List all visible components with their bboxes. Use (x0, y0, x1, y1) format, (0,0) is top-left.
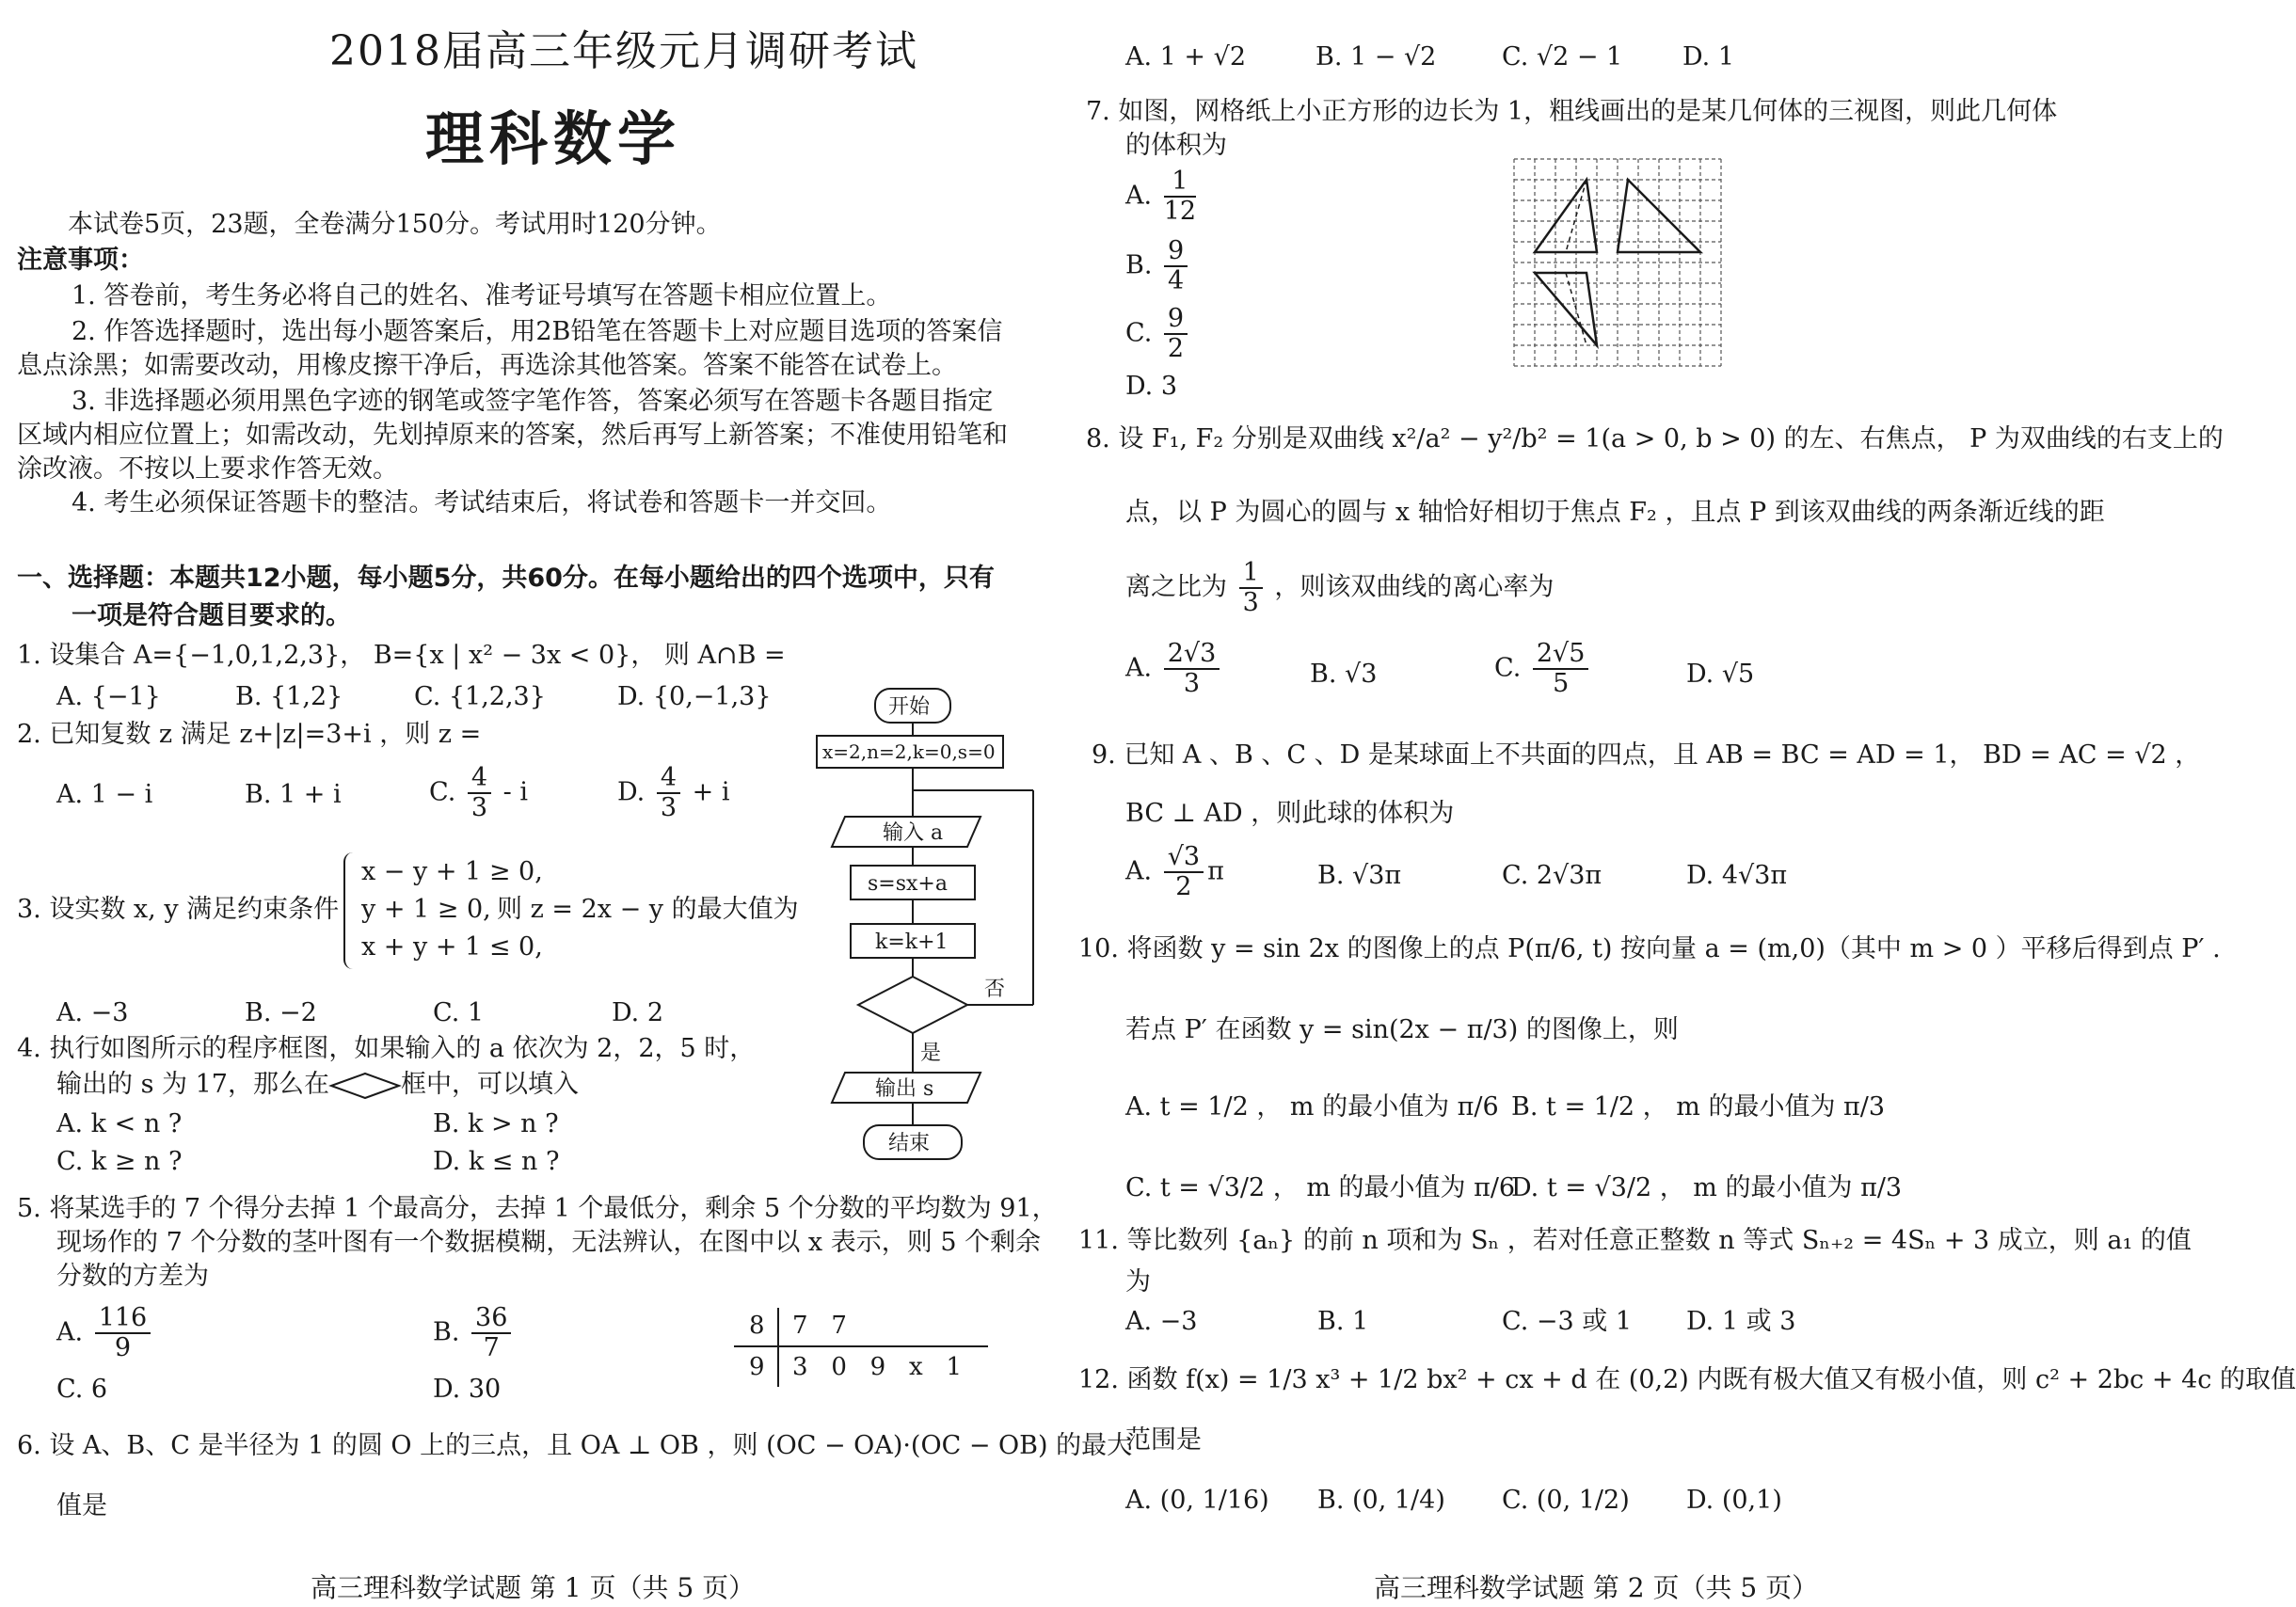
section-heading-cont: 一项是符合题目要求的。 (72, 601, 351, 630)
q10-option-d: D. t = √3/2 ， m 的最小值为 π/3 (1511, 1173, 1903, 1202)
q9-option-d: D. 4√3π (1686, 861, 1788, 890)
note-line: 3. 非选择题必须用黑色字迹的钢笔或签字笔作答，答案必须写在答题卡各题目指定 (72, 387, 994, 416)
q11-option-a: A. −3 (1125, 1307, 1198, 1336)
q2-option-b: B. 1 + i (245, 780, 342, 809)
q1-stem: 1. 设集合 A={−1,0,1,2,3}， B={x | x² − 3x < 0}， 则 A∩B = (17, 641, 786, 670)
q2-stem: 2. 已知复数 z 满足 z+|z|=3+i ，则 z = (17, 720, 482, 749)
q6-option-d: D. 1 (1682, 42, 1735, 72)
q6-stem-line1: 6. 设 A、B、C 是半径为 1 的圆 O 上的三点，且 OA ⊥ OB ，则 (OC − OA)·(OC − OB) 的最大 (17, 1431, 1133, 1460)
q8-option-c: C. $\frac{2√5}{5}$ (1494, 640, 1592, 698)
q3-option-d: D. 2 (612, 998, 664, 1027)
q7-stem-line2: 的体积为 (1125, 131, 1227, 160)
top-view-shape (1535, 273, 1597, 345)
intro-text: 本试卷5页，23题，全卷满分150分。考试用时120分钟。 (68, 210, 722, 239)
q8-stem-line3: 离之比为 $\frac{1}{3}$ ，则该双曲线的离心率为 (1125, 558, 1555, 617)
flowchart-end-label: 结束 (888, 1132, 931, 1155)
q1-option-a: A. {−1} (56, 682, 161, 711)
flowchart-start-label: 开始 (888, 695, 931, 719)
flowchart-output-label: 输出 s (875, 1077, 934, 1101)
q3-stem-prefix: 3. 设实数 x, y 满足约束条件 (17, 895, 340, 924)
q11-option-b: B. 1 (1317, 1307, 1369, 1336)
q4-option-d: D. k ≤ n ? (433, 1147, 560, 1176)
q8-option-d: D. √5 (1686, 660, 1755, 689)
q9-option-c: C. 2√3π (1502, 861, 1602, 890)
q2-option-a: A. 1 − i (56, 780, 153, 809)
q12-stem-line1: 12. 函数 f(x) = 1/3 x³ + 1/2 bx² + cx + d 在 (0,2) 内既有极大值又有极小值，则 c² + 2bc + 4c 的取值 (1078, 1365, 2296, 1394)
q11-stem-line2: 为 (1125, 1267, 1151, 1297)
q6-option-a: A. 1 + √2 (1125, 42, 1247, 72)
exam-title: 2018届高三年级元月调研考试 (329, 27, 918, 75)
flowchart-yes-label: 是 (920, 1042, 942, 1065)
flowchart-no-label: 否 (984, 978, 1006, 1001)
note-line: 涂改液。不按以上要求作答无效。 (17, 454, 398, 484)
q7-option-c: C. $\frac{9}{2}$ (1125, 305, 1191, 363)
q12-option-a: A. (0, 1/16) (1125, 1486, 1269, 1515)
flowchart (809, 677, 1044, 1176)
q3-option-b: B. −2 (245, 998, 317, 1027)
q7-option-b: B. $\frac{9}{4}$ (1125, 237, 1191, 295)
q3-brace (343, 852, 360, 969)
q10-option-a: A. t = 1/2 ， m 的最小值为 π/6 (1125, 1092, 1499, 1122)
q5-stem-line2: 现场作的 7 个分数的茎叶图有一个数据模糊，无法辨认，在图中以 x 表示，则 5 个剩余 (56, 1228, 1042, 1257)
q2-option-c: C. $\frac{4}{3}$ - i (429, 763, 528, 822)
flowchart-incr-label: k=k+1 (875, 931, 949, 954)
q3-option-c: C. 1 (433, 998, 485, 1027)
q3-constraint-3: x + y + 1 ≤ 0, (361, 932, 543, 962)
q3-constraint-2: y + 1 ≥ 0, (361, 895, 491, 924)
q9-option-b: B. √3π (1317, 861, 1402, 890)
section-heading: 一、选择题：本题共12小题，每小题5分，共60分。在每小题给出的四个选项中，只有 (17, 564, 995, 593)
q4-option-c: C. k ≥ n ? (56, 1147, 183, 1176)
q8-stem-line1: 8. 设 F₁, F₂ 分别是双曲线 x²/a² − y²/b² = 1(a > 0, b > 0) 的左、右焦点， P 为双曲线的右支上的 (1086, 424, 2224, 453)
q5-stem-line3: 分数的方差为 (56, 1262, 209, 1291)
q4-stem-line1: 4. 执行如图所示的程序框图，如果输入的 a 依次为 2，2，5 时， (17, 1034, 756, 1063)
flowchart-input-label: 输入 a (883, 821, 944, 845)
q5-option-b: B. $\frac{36}{7}$ (433, 1304, 515, 1362)
q3-stem-suffix: 则 z = 2x − y 的最大值为 (497, 895, 799, 924)
note-line: 4. 考生必须保证答题卡的整洁。考试结束后，将试卷和答题卡一并交回。 (72, 488, 892, 517)
q11-stem-line1: 11. 等比数列 {aₙ} 的前 n 项和为 Sₙ ，若对任意正整数 n 等式 Sₙ₊₂ = 4Sₙ + 3 成立，则 a₁ 的值 (1078, 1226, 2192, 1255)
q12-option-c: C. (0, 1/2) (1502, 1486, 1630, 1515)
flowchart-decision-node (858, 977, 967, 1033)
q10-option-b: B. t = 1/2 ， m 的最小值为 π/3 (1511, 1092, 1886, 1122)
q12-stem-line2: 范围是 (1125, 1425, 1202, 1455)
notes-heading: 注意事项： (17, 246, 144, 275)
q10-stem-line1: 10. 将函数 y = sin 2x 的图像上的点 P(π/6, t) 按向量 a = (m,0)（其中 m > 0 ）平移后得到点 P′ . (1078, 934, 2221, 963)
stemleaf-stem: 9 (749, 1353, 765, 1381)
q3-option-a: A. −3 (56, 998, 129, 1027)
q4-option-b: B. k > n ? (433, 1109, 559, 1138)
flowchart-init-label: x=2,n=2,k=0,s=0 (822, 740, 996, 763)
q1-option-b: B. {1,2} (235, 682, 343, 711)
note-line: 2. 作答选择题时，选出每小题答案后，用2B铅笔在答题卡上对应题目选项的答案信 (72, 317, 1003, 346)
q9-stem-line1: 9. 已知 A 、B 、C 、D 是某球面上不共面的四点，且 AB = BC = AD = 1， BD = AC = √2 ， (1092, 740, 2201, 770)
flowchart-assign-label: s=sx+a (868, 872, 948, 896)
note-line: 区域内相应位置上；如需改动，先划掉原来的答案，然后再写上新答案；不准使用铅笔和 (17, 421, 1008, 450)
q5-stem-line1: 5. 将某选手的 7 个得分去掉 1 个最高分，去掉 1 个最低分，剩余 5 个分数的平均数为 91， (17, 1194, 1058, 1223)
q7-option-a: A. $\frac{1}{12}$ (1125, 167, 1197, 226)
page-1 (0, 0, 1133, 1607)
q11-option-c: C. −3 或 1 (1502, 1307, 1633, 1336)
q1-option-d: D. {0,−1,3} (617, 682, 772, 711)
subject-title: 理科数学 (425, 104, 682, 173)
note-line: 1. 答卷前，考生务必将自己的姓名、准考证号填写在答题卡相应位置上。 (72, 281, 892, 310)
q1-option-c: C. {1,2,3} (414, 682, 546, 711)
q5-option-d: D. 30 (433, 1375, 502, 1404)
stemleaf-vertical-rule (777, 1308, 779, 1387)
stemleaf-horizontal-rule (734, 1345, 988, 1347)
q9-option-a: A. $\frac{√3}{2}$ π (1125, 842, 1224, 901)
stemleaf-leaves: 7 7 (792, 1312, 847, 1340)
stemleaf-stem: 8 (749, 1312, 765, 1340)
q6-stem-line2: 值是 (56, 1491, 107, 1520)
three-view-figure (1509, 154, 1726, 371)
q5-option-c: C. 6 (56, 1375, 108, 1404)
q5-option-a: A. $\frac{116}{9}$ (56, 1304, 154, 1362)
q6-option-b: B. 1 − √2 (1315, 42, 1437, 72)
q2-option-d: D. $\frac{4}{3}$ + i (617, 763, 730, 822)
q6-option-c: C. √2 − 1 (1502, 42, 1623, 72)
q8-stem-line2: 点，以 P 为圆心的圆与 x 轴恰好相切于焦点 F₂ ，且点 P 到该双曲线的两条渐近线的距 (1125, 498, 2105, 527)
q12-option-b: B. (0, 1/4) (1317, 1486, 1445, 1515)
q10-option-c: C. t = √3/2 ， m 的最小值为 π/6 (1125, 1173, 1516, 1202)
note-line: 息点涂黑；如需要改动，用橡皮擦干净后，再选涂其他答案。答案不能答在试卷上。 (17, 351, 957, 380)
q9-stem-line2: BC ⊥ AD ，则此球的体积为 (1125, 799, 1455, 828)
q10-stem-line2: 若点 P′ 在函数 y = sin(2x − π/3) 的图像上，则 (1125, 1015, 1679, 1044)
page-2 (1069, 0, 2296, 1607)
q8-option-a: A. $\frac{2√3}{3}$ (1125, 640, 1223, 698)
stemleaf-leaves: 3 0 9 x 1 (792, 1353, 963, 1381)
q3-constraint-1: x − y + 1 ≥ 0, (361, 857, 543, 886)
q11-option-d: D. 1 或 3 (1686, 1307, 1796, 1336)
q7-option-d: D. 3 (1125, 372, 1178, 401)
q4-option-a: A. k < n ? (56, 1109, 183, 1138)
q7-stem-line1: 7. 如图，网格纸上小正方形的边长为 1，粗线画出的是某几何体的三视图，则此几何体 (1086, 97, 2058, 126)
diamond-blank-icon (329, 1072, 401, 1100)
q4-stem-line2: 输出的 s 为 17，那么在 框中，可以填入 (56, 1070, 579, 1099)
page-footer: 高三理科数学试题 第 1 页（共 5 页） (311, 1572, 756, 1603)
page-footer: 高三理科数学试题 第 2 页（共 5 页） (1374, 1572, 1819, 1603)
q8-option-b: B. √3 (1310, 660, 1378, 689)
q12-option-d: D. (0,1) (1686, 1486, 1782, 1515)
